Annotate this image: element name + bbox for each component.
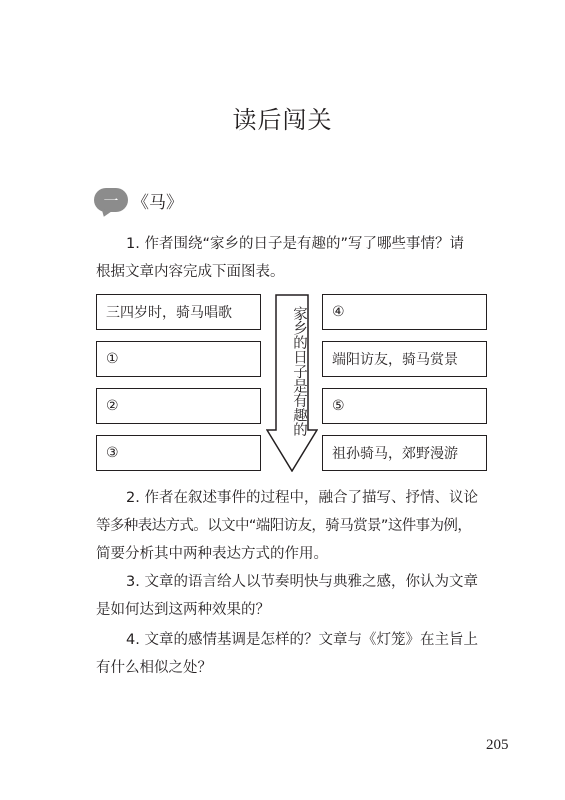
section-number: 一 xyxy=(103,191,119,210)
diagram-box-left-2: ① xyxy=(96,341,261,377)
question-4-line-1: 4. 文章的感情基调是怎样的？文章与《灯笼》在主旨上 xyxy=(126,632,478,648)
question-3-line-1: 3. 文章的语言给人以节奏明快与典雅之感，你认为文章 xyxy=(126,574,478,590)
diagram-box-right-4: 祖孙骑马，郊野漫游 xyxy=(322,435,487,471)
question-1-line-2: 根据文章内容完成下面图表。 xyxy=(96,264,285,280)
question-3-line-2: 是如何达到这两种效果的？ xyxy=(96,602,270,618)
section-title: 《马》 xyxy=(132,192,183,213)
page-number: 205 xyxy=(486,737,509,753)
question-4-line-2: 有什么相似之处？ xyxy=(96,660,212,676)
page-title: 读后闯关 xyxy=(232,106,333,134)
diagram-box-left-3: ② xyxy=(96,388,261,424)
diagram-box-right-2: 端阳访友，骑马赏景 xyxy=(322,341,487,377)
question-3 xyxy=(96,568,492,624)
diagram-box-left-1: 三四岁时，骑马唱歌 xyxy=(96,294,261,330)
diagram-center-label: 家乡的日子是有趣的 xyxy=(291,306,307,437)
diagram-box-right-1: ④ xyxy=(322,294,487,330)
question-1 xyxy=(96,230,492,286)
question-4 xyxy=(96,626,492,682)
question-2 xyxy=(96,484,492,568)
section-header xyxy=(94,186,183,214)
diagram-box-right-3: ⑤ xyxy=(322,388,487,424)
question-2-line-1: 2. 作者在叙述事件的过程中，融合了描写、抒情、议论 xyxy=(126,490,478,506)
question-1-line-1: 1. 作者围绕“家乡的日子是有趣的”写了哪些事情？请 xyxy=(126,236,464,252)
question-2-line-3: 简要分析其中两种表达方式的作用。 xyxy=(96,546,328,562)
section-number-bubble xyxy=(94,188,128,212)
diagram-box-left-4: ③ xyxy=(96,435,261,471)
question-2-line-2: 等多种表达方式。以文中“端阳访友，骑马赏景”这件事为例， xyxy=(96,518,472,534)
